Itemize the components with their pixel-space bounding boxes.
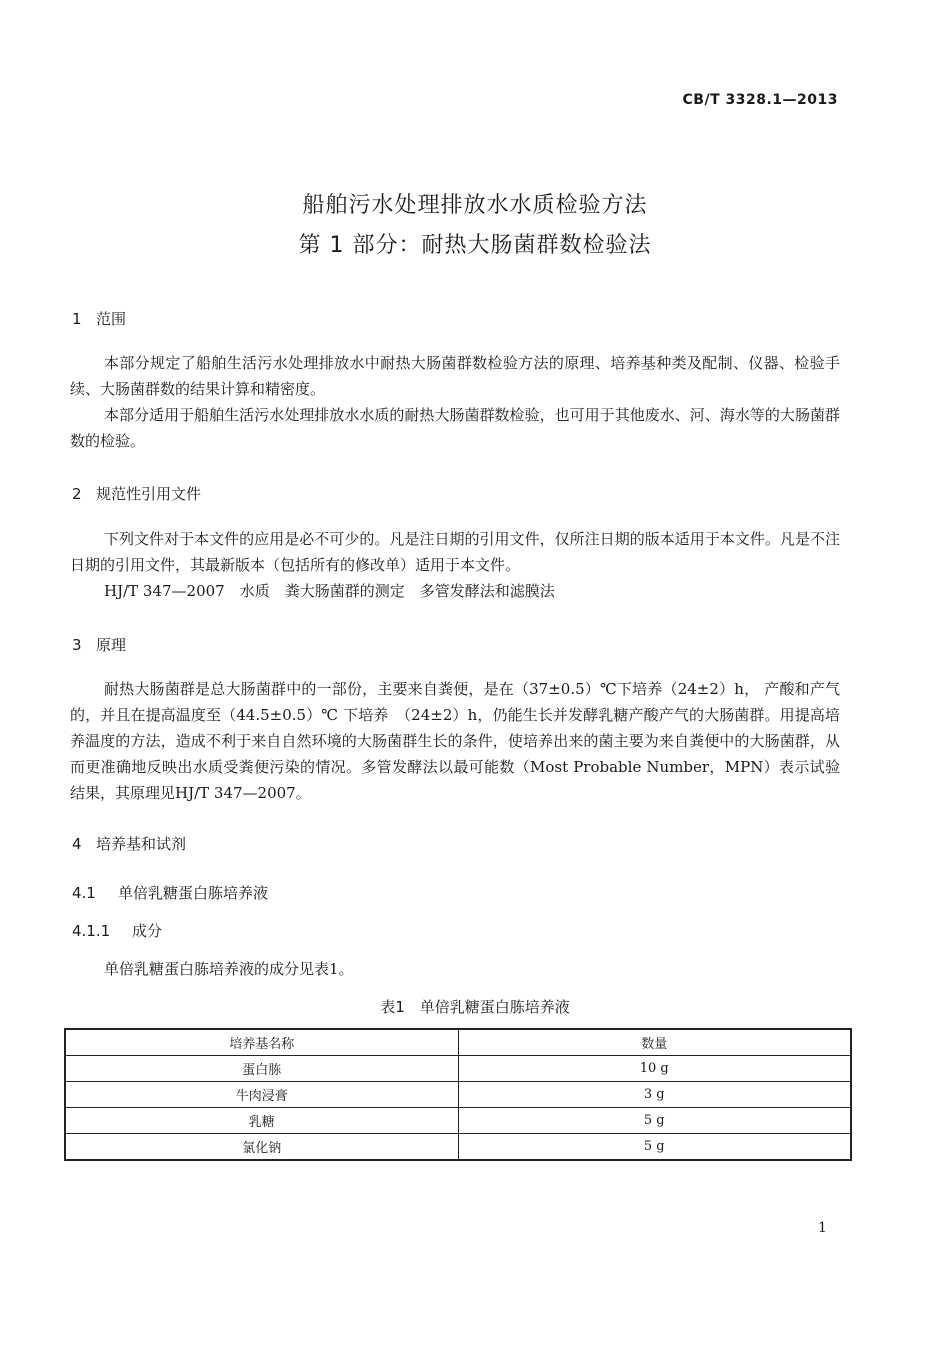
table-row — [65, 1108, 851, 1134]
table-row — [65, 1082, 851, 1108]
table-row — [65, 1056, 851, 1082]
table-cell: 乳糖 — [65, 1108, 458, 1134]
section-number: 3 — [72, 636, 82, 654]
table-header-row — [65, 1029, 851, 1056]
document-title: 船舶污水处理排放水水质检验方法 — [302, 193, 648, 218]
section-title: 单倍乳糖蛋白胨培养液 — [118, 884, 269, 902]
section-number: 1 — [72, 310, 82, 328]
section-heading-3 — [72, 634, 126, 655]
paragraph: 本部分适用于船舶生活污水处理排放水水质的耐热大肠菌群数检验，也可用于其他废水、河、海水等的大肠菌群数的检验。 — [70, 406, 840, 450]
paragraph: 耐热大肠菌群是总大肠菌群中的一部份，主要来自粪便，是在（37±0.5）℃下培养（24±2）h， 产酸和产气的，并且在提高温度至（44.5±0.5）℃ 下培养 （24±2）h，仍能生长并发酵乳糖产酸产气的大肠菌群。用提高培养温度的方法，造成不利于来自自然环境的大肠菌群生长的条件，使培养出来的菌主要为来自粪便中的大肠菌群，从而更准确地反映出水质受粪便污染的情况。多管发酵法以最可能数（Most Probable Number，MPN）表示试验结果，其原理见HJ/T 347—2007。 — [70, 680, 840, 802]
paragraph: 单倍乳糖蛋白胨培养液的成分见表1。 — [104, 960, 354, 978]
table-cell: 牛肉浸膏 — [65, 1082, 458, 1108]
section-title: 成分 — [132, 922, 163, 940]
table-cell: 氯化钠 — [65, 1134, 458, 1161]
section-heading-4-1-1 — [72, 920, 162, 941]
page-number: 1 — [818, 1220, 827, 1236]
table-row — [65, 1134, 851, 1161]
section-title: 范围 — [96, 310, 127, 328]
section-number: 4 — [72, 835, 82, 853]
section-heading-1 — [72, 308, 126, 329]
table-caption: 表1 单倍乳糖蛋白胨培养液 — [380, 998, 570, 1016]
section-number: 4.1 — [72, 884, 96, 902]
section-heading-4-1 — [72, 882, 268, 903]
section-title: 原理 — [96, 636, 127, 654]
section-number: 4.1.1 — [72, 922, 111, 940]
section-title: 规范性引用文件 — [96, 485, 202, 503]
standard-code: CB/T 3328.1—2013 — [682, 92, 838, 108]
section-number: 2 — [72, 485, 82, 503]
table-cell: 3 g — [458, 1082, 851, 1108]
composition-table — [64, 1028, 852, 1161]
document-subtitle: 第 1 部分：耐热大肠菌群数检验法 — [298, 233, 652, 258]
paragraph: 下列文件对于本文件的应用是必不可少的。凡是注日期的引用文件，仅所注日期的版本适用于本文件。凡是不注日期的引用文件，其最新版本（包括所有的修改单）适用于本文件。 — [70, 530, 840, 574]
table-cell: 10 g — [458, 1056, 851, 1082]
table-cell: 5 g — [458, 1108, 851, 1134]
section-heading-2 — [72, 483, 201, 504]
table-cell: 蛋白胨 — [65, 1056, 458, 1082]
section-title: 培养基和试剂 — [96, 835, 187, 853]
table-header-cell: 数量 — [458, 1029, 851, 1056]
section-heading-4 — [72, 833, 186, 854]
table-header-cell: 培养基名称 — [65, 1029, 458, 1056]
normative-reference: HJ/T 347—2007 水质 粪大肠菌群的测定 多管发酵法和滤膜法 — [104, 582, 555, 600]
table-cell: 5 g — [458, 1134, 851, 1161]
paragraph: 本部分规定了船舶生活污水处理排放水中耐热大肠菌群数检验方法的原理、培养基种类及配制、仪器、检验手续、大肠菌群数的结果计算和精密度。 — [70, 354, 840, 398]
